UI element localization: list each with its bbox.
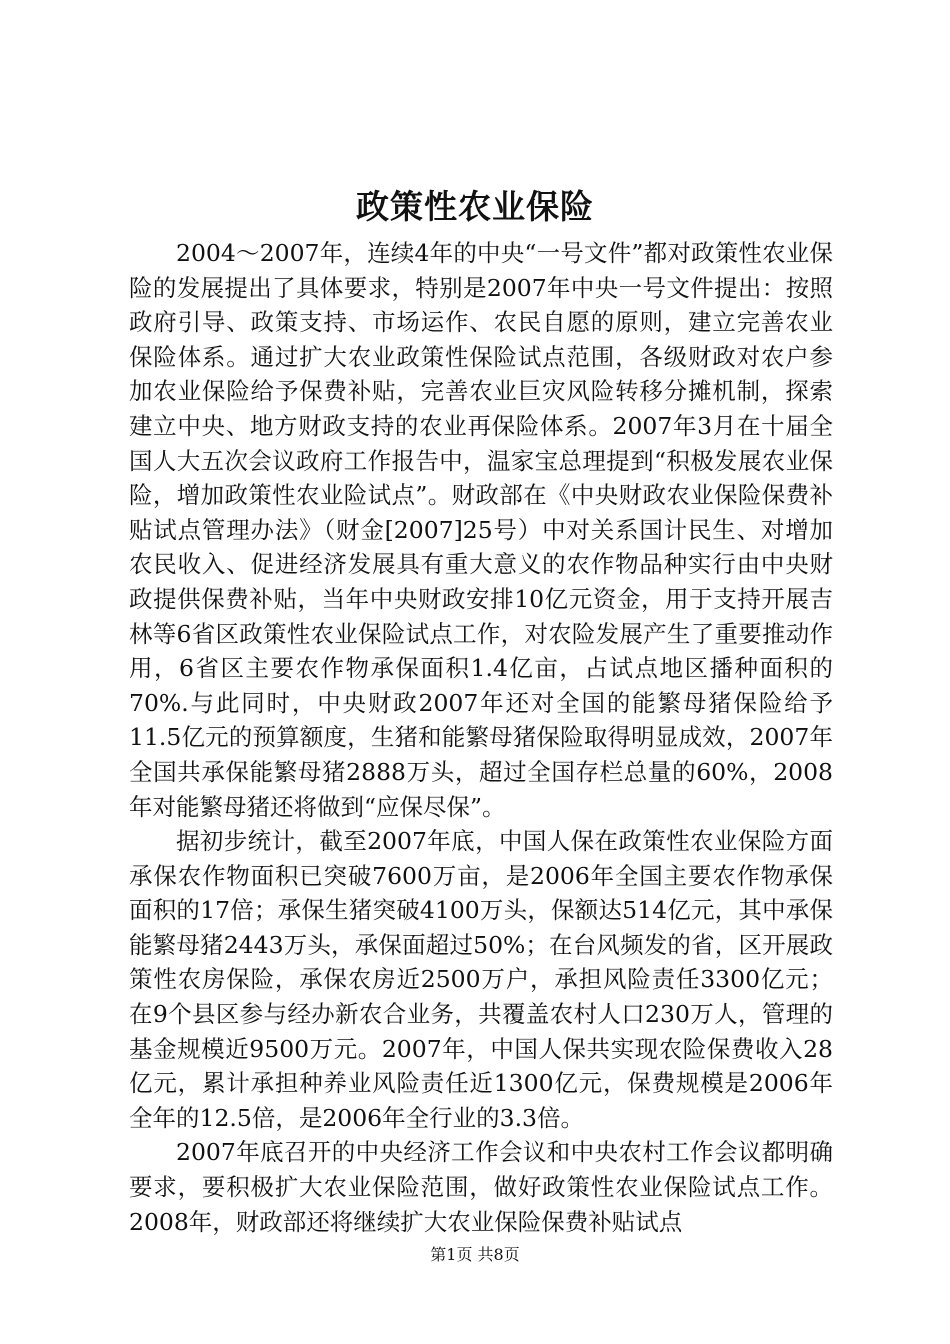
paragraph-1: 2004～2007年，连续4年的中央“一号文件”都对政策性农业保险的发展提出了具体要求，特别是2007年中央一号文件提出：按照政府引导、政策支持、市场运作、农民自愿的原则，建立完善农业保险体系。通过扩大农业政策性保险试点范围，各级财政对农户参加农业保险给予保费补贴，完善农业巨灾风险转移分摊机制，探索建立中央、地方财政支持的农业再保险体系。2007年3月在十届全国人大五次会议政府工作报告中，温家宝总理提到“积极发展农业保险，增加政策性农业险试点”。财政部在《中央财政农业保险保费补贴试点管理办法》（财金[2007]25号）中对关系国计民生、对增加农民收入、促进经济发展具有重大意义的农作物品种实行由中央财政提供保费补贴，当年中央财政安排10亿元资金，用于支持开展吉林等6省区政策性农业保险试点工作，对农险发展产生了重要推动作用，6省区主要农作物承保面积1.4亿亩，占试点地区播种面积的70%.与此同时，中央财政2007年还对全国的能繁母猪保险给予11.5亿元的预算额度，生猪和能繁母猪保险取得明显成效，2007年全国共承保能繁母猪2888万头，超过全国存栏总量的60%，2008年对能繁母猪还将做到“应保尽保”。 (129, 239, 833, 821)
document-body (129, 236, 833, 1239)
page-number-footer: 第1页 共8页 (430, 1245, 520, 1264)
document-title: 政策性农业保险 (356, 187, 594, 226)
paragraph-2: 据初步统计，截至2007年底，中国人保在政策性农业保险方面承保农作物面积已突破7600万亩，是2006年全国主要农作物承保面积的17倍；承保生猪突破4100万头，保额达514亿元，其中承保能繁母猪2443万头，承保面超过50%；在台风频发的省，区开展政策性农房保险，承保农房近2500万户，承担风险责任3300亿元；在9个县区参与经办新农合业务，共覆盖农村人口230万人，管理的基金规模近9500万元。2007年，中国人保共实现农险保费收入28亿元，累计承担种养业风险责任近1300亿元，保费规模是2006年全年的12.5倍，是2006年全行业的3.3倍。 (129, 827, 833, 1132)
paragraph-3: 2007年底召开的中央经济工作会议和中央农村工作会议都明确要求，要积极扩大农业保险范围，做好政策性农业保险试点工作。2008年，财政部还将继续扩大农业保险保费补贴试点 (129, 1138, 833, 1236)
